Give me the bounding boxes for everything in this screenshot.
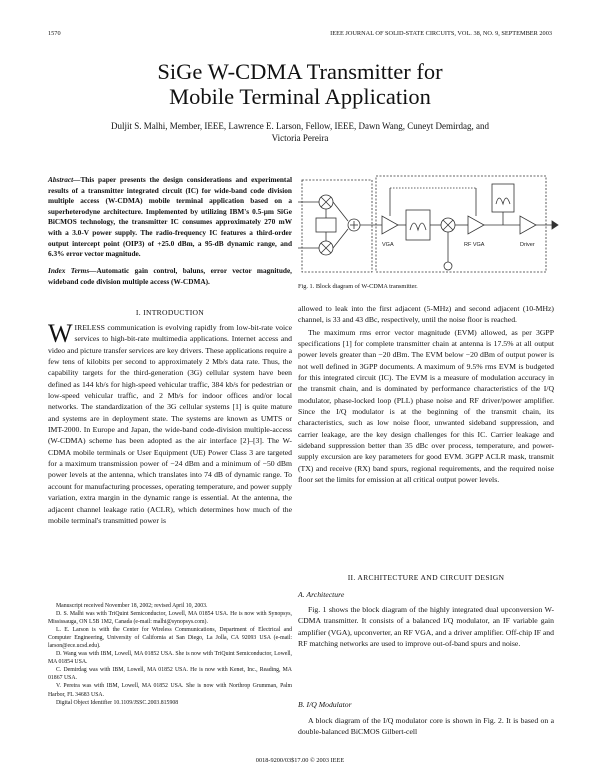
if-vga-icon (382, 216, 398, 234)
rf-filter-box (492, 184, 514, 212)
section-2-title: II. ARCHITECTURE AND CIRCUIT DESIGN (347, 573, 505, 582)
chip-outline (376, 176, 546, 272)
vga-label: VGA (382, 242, 394, 248)
index-terms (48, 266, 292, 287)
rf-vga-label: RF VGA (464, 242, 485, 248)
footnote: C. Demirdag was with IBM, Lowell, MA 01852 USA. He is now with Kenet, Inc., Reading, MA 01867 USA. (48, 667, 292, 682)
intro-paragraph (48, 319, 292, 526)
abstract (48, 175, 292, 260)
if-filter-box (406, 210, 430, 240)
intro-text: IRELESS communication is evolving rapidly from low-bit-rate voice services to high-bit-rate multimedia applications. Internet access and video and picture transfer services are key drivers. These applications require a few tens of kilobits per second to approximately 2 Mb/s data rate. Thus, the capability targets for the third-generation (3G) cellular system have been defined as 144 kb/s for high-speed vehicular traffic, 384 kb/s for pedestrian or low-speed vehicular traffic, and 2 Mb/s for indoor offices and/or local networks. The standardization of the 3G cellular systems [1] is quite mature and systems are in deployment state. The systems are known as UMTS or IMT-2000. In Europe and Japan, the wide-band code-division multiple-access (W-CDMA) scheme has been adopted as the air interface [2]–[3]. The W-CDMA mobile terminals or User Equipment (UE) Power Class 3 are targeted for a maximum transmission power of −24 dBm and a minimum of −50 dBm power levels at the antenna, which translates into 74 dB of dynamic range. To account for manufacturing processes, operating temperature, and power supply variation, extra margin in the dynamic range is essential. At the antenna, the adjacent channel leakage ratio (ACLR), which determines how much of the mobile terminal's transmitted power is (48, 323, 292, 525)
driver-label: Driver (520, 242, 535, 248)
footnotes (48, 602, 292, 707)
authors-line-1: Duljit S. Malhi, Member, IEEE, Lawrence E. Larson, Fellow, IEEE, Dawn Wang, Cuneyt Demirdag, and (110, 121, 490, 131)
footnote: V. Pereira was with IBM, Lowell, MA 01852 USA. She is now with Northrop Grumman, Palm Harbor, FL 34683 USA. (48, 683, 292, 698)
footnote: L. E. Larson is with the Center for Wireless Communications, Department of Electrical and Computer Engineering, University of California at San Diego, La Jolla, CA 92093 USA (e-mail: larson@ece.ucsd.edu). (48, 627, 292, 650)
subsection-b-title: B. I/Q Modulator (298, 700, 352, 709)
iq-modulator-paragraph (298, 715, 554, 738)
footnote: D. S. Malhi was with TriQuint Semiconductor, Lowell, MA 01854 USA. He is now with Synopsys, Mississauga, ON L5B 1M2, Canada (e-mail: malhi@synopsys.com). (48, 611, 292, 626)
paragraph-leakage: allowed to leak into the first adjacent (5-MHz) and second adjacent (10-MHz) channel, is 33 and 43 dBc, respectively, until the noise floor is reached. (298, 304, 554, 325)
architecture-paragraph (298, 604, 554, 649)
subsection-a-title: A. Architecture (298, 590, 345, 599)
block-diagram-svg (298, 172, 560, 280)
abstract-label: Abstract— (48, 175, 81, 184)
index-terms-label: Index Terms— (48, 266, 97, 275)
lo-source-icon (444, 262, 452, 270)
section-1-title: I. INTRODUCTION (135, 308, 205, 317)
drop-cap: W (48, 319, 73, 348)
authors (60, 121, 540, 144)
footnote: D. Wang was with IBM, Lowell, MA 01852 USA. She is now with TriQuint Semiconductor, Lowell, MA 01854 USA. (48, 651, 292, 666)
paper-title (0, 59, 600, 109)
paragraph-evm: The maximum rms error vector magnitude (EVM) allowed, as per 3GPP specifications [1] for complete transmitter chain at antenna is 17.5% at all output power levels greater than −20 dBm. The EVM below −20 dBm of output power is not well defined in 3GPP documents. A maximum of 9.5% rms EVM is budgeted for this integrated circuit (IC). The EVM is a measure of modulation accuracy in the transmit chain, and is dominated by performance characteristics of the I/Q modulator, phase-locked loop (PLL) phase noise and RF driver/power amplifier. Since the I/Q modulator is at the beginning of the transmit chain, its characteristics, such as low noise floor, unwanted sideband suppression, and carrier leakage, are the key design challenges for this IC. Carrier leakage and sideband suppression better than 35 dBc over process, temperature, and power-supply excursion are key parameters for good EVM. 3GPP ACLR mask, transmit (TX) and receive (RX) band spurs, regional requirements, and the required noise floor set the limits for emission at all critical output power levels. (298, 327, 554, 485)
iq-modulator-text: A block diagram of the I/Q modulator core is shown in Fig. 2. It is based on a double-balanced BiCMOS Gilbert-cell (298, 716, 554, 737)
copyright-footer: 0018-9200/03$17.00 © 2003 IEEE (255, 757, 345, 764)
figure-caption: Fig. 1. Block diagram of W-CDMA transmitter. (298, 283, 418, 290)
index-terms-text: Automatic gain control, baluns, error vector magnitude, wideband code division multiple access (W-CDMA). (48, 266, 293, 286)
rf-vga-icon (468, 216, 484, 234)
footnote: Manuscript received November 18, 2002; revised April 10, 2003. (56, 603, 208, 609)
iq-modulator-box (302, 180, 372, 272)
abstract-text: This paper presents the design considerations and experimental results of a transmitter integrated circuit (IC) for wide-band code division multiple access (W-CDMA) mobile terminal application based on a superheterodyne architecture. Implemented by utilizing IBM's 0.5-μm SiGe BiCMOS technology, the transmitter IC consumes approximately 270 mW with a 3.0-V power supply. The radio-frequency IC features a third-order output intercept point (OIP3) of +25.0 dBm, a 95-dB dynamic range, and 6.3% error vector magnitude. (48, 175, 292, 259)
phase-shifter-box (316, 218, 336, 232)
footnote: Digital Object Identifier 10.1109/JSSC.2003.815908 (56, 699, 179, 706)
output-arrow-icon (552, 221, 558, 229)
journal-header: IEEE JOURNAL OF SOLID-STATE CIRCUITS, VOL. 38, NO. 9, SEPTEMBER 2003 (330, 30, 552, 37)
authors-line-2: Victoria Pereira (271, 132, 329, 143)
right-column-text (298, 303, 554, 486)
driver-amp-icon (520, 216, 536, 234)
title-line-1: SiGe W-CDMA Transmitter for (157, 59, 443, 84)
figure-1-block-diagram (298, 172, 560, 280)
page-number: 1570 (48, 30, 61, 37)
title-line-2: Mobile Terminal Application (169, 84, 431, 109)
architecture-text: Fig. 1 shows the block diagram of the highly integrated dual upconversion W-CDMA transmitter. It consists of a balanced I/Q modulator, an IF variable gain amplifier (VGA), upconverter, an RF VGA, and a driver amplifier. Off-chip IF and RF matching networks are used to improve out-of-band spurs and noise. (298, 605, 554, 649)
